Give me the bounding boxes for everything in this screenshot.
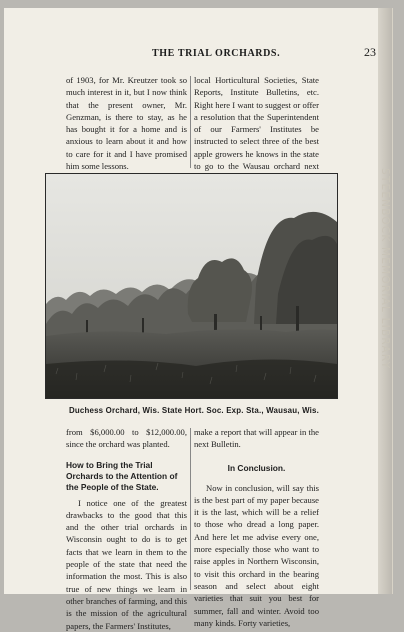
library-stamp: STEENBOCK MEMORIAL LIBRARY <box>379 168 391 370</box>
section-heading: In Conclusion. <box>227 462 286 473</box>
paragraph: Now in conclusion, will say this is the best part of my paper because it is the last, which will be a relief to those who dread a long paper. And here let me advise every one, more especially those who want to raise apples in Northern Wisconsin, to visit this orchard in the bearing season and select about eight varieties that suit you best for summer, fall and winter. Avoid too many kinds. Forty varieties, <box>194 482 319 628</box>
page-edge <box>378 8 392 594</box>
running-title: THE TRIAL ORCHARDS. <box>152 48 281 59</box>
column-divider <box>190 428 191 590</box>
page-number: 23 <box>364 45 376 59</box>
bottom-left-column <box>66 426 187 632</box>
section-heading: How to Bring the Trial Orchards to the Attention of the People of the State. <box>66 459 178 492</box>
paragraph: from $6,000.00 to $12,000.00, since the orchard was planted. <box>66 427 187 450</box>
orchard-photograph <box>45 173 338 399</box>
column-divider <box>190 76 191 168</box>
page-header <box>4 45 394 64</box>
paragraph: I notice one of the greatest drawbacks to the good that this and the other trial orchards in Wisconsin ought to do is to get facts that we learn in them to the people of the state that need the information the most. This is also true of new things we learn in other branches of farming, and this is the mission of the agricultural papers, the Farmers' Institutes, <box>66 497 187 631</box>
paragraph: local Horticultural Societies, State Reports, Institute Bulletins, etc. Right here I want to suggest or offer a resolution that the Superintendent of our Farmers' Institutes be instructed to select three of the best apple growers he knows in the state to go to the Wausau orchard next <box>194 75 319 172</box>
book-page <box>4 8 393 631</box>
paragraph: of 1903, for Mr. Kreutzer took so much interest in it, but I now think that the present owner, Mr. Genzman, is there to stay, as he has bought it for a home and is anxious to learn about it and how to care for it and I have promised him some lessons. <box>66 75 187 172</box>
orchard-photo-image <box>46 174 337 398</box>
paragraph: make a report that will appear in the next Bulletin. <box>194 427 319 450</box>
bottom-right-column <box>194 426 319 629</box>
figure-caption: Duchess Orchard, Wis. State Hort. Soc. Exp. Sta., Wausau, Wis. <box>68 406 320 415</box>
